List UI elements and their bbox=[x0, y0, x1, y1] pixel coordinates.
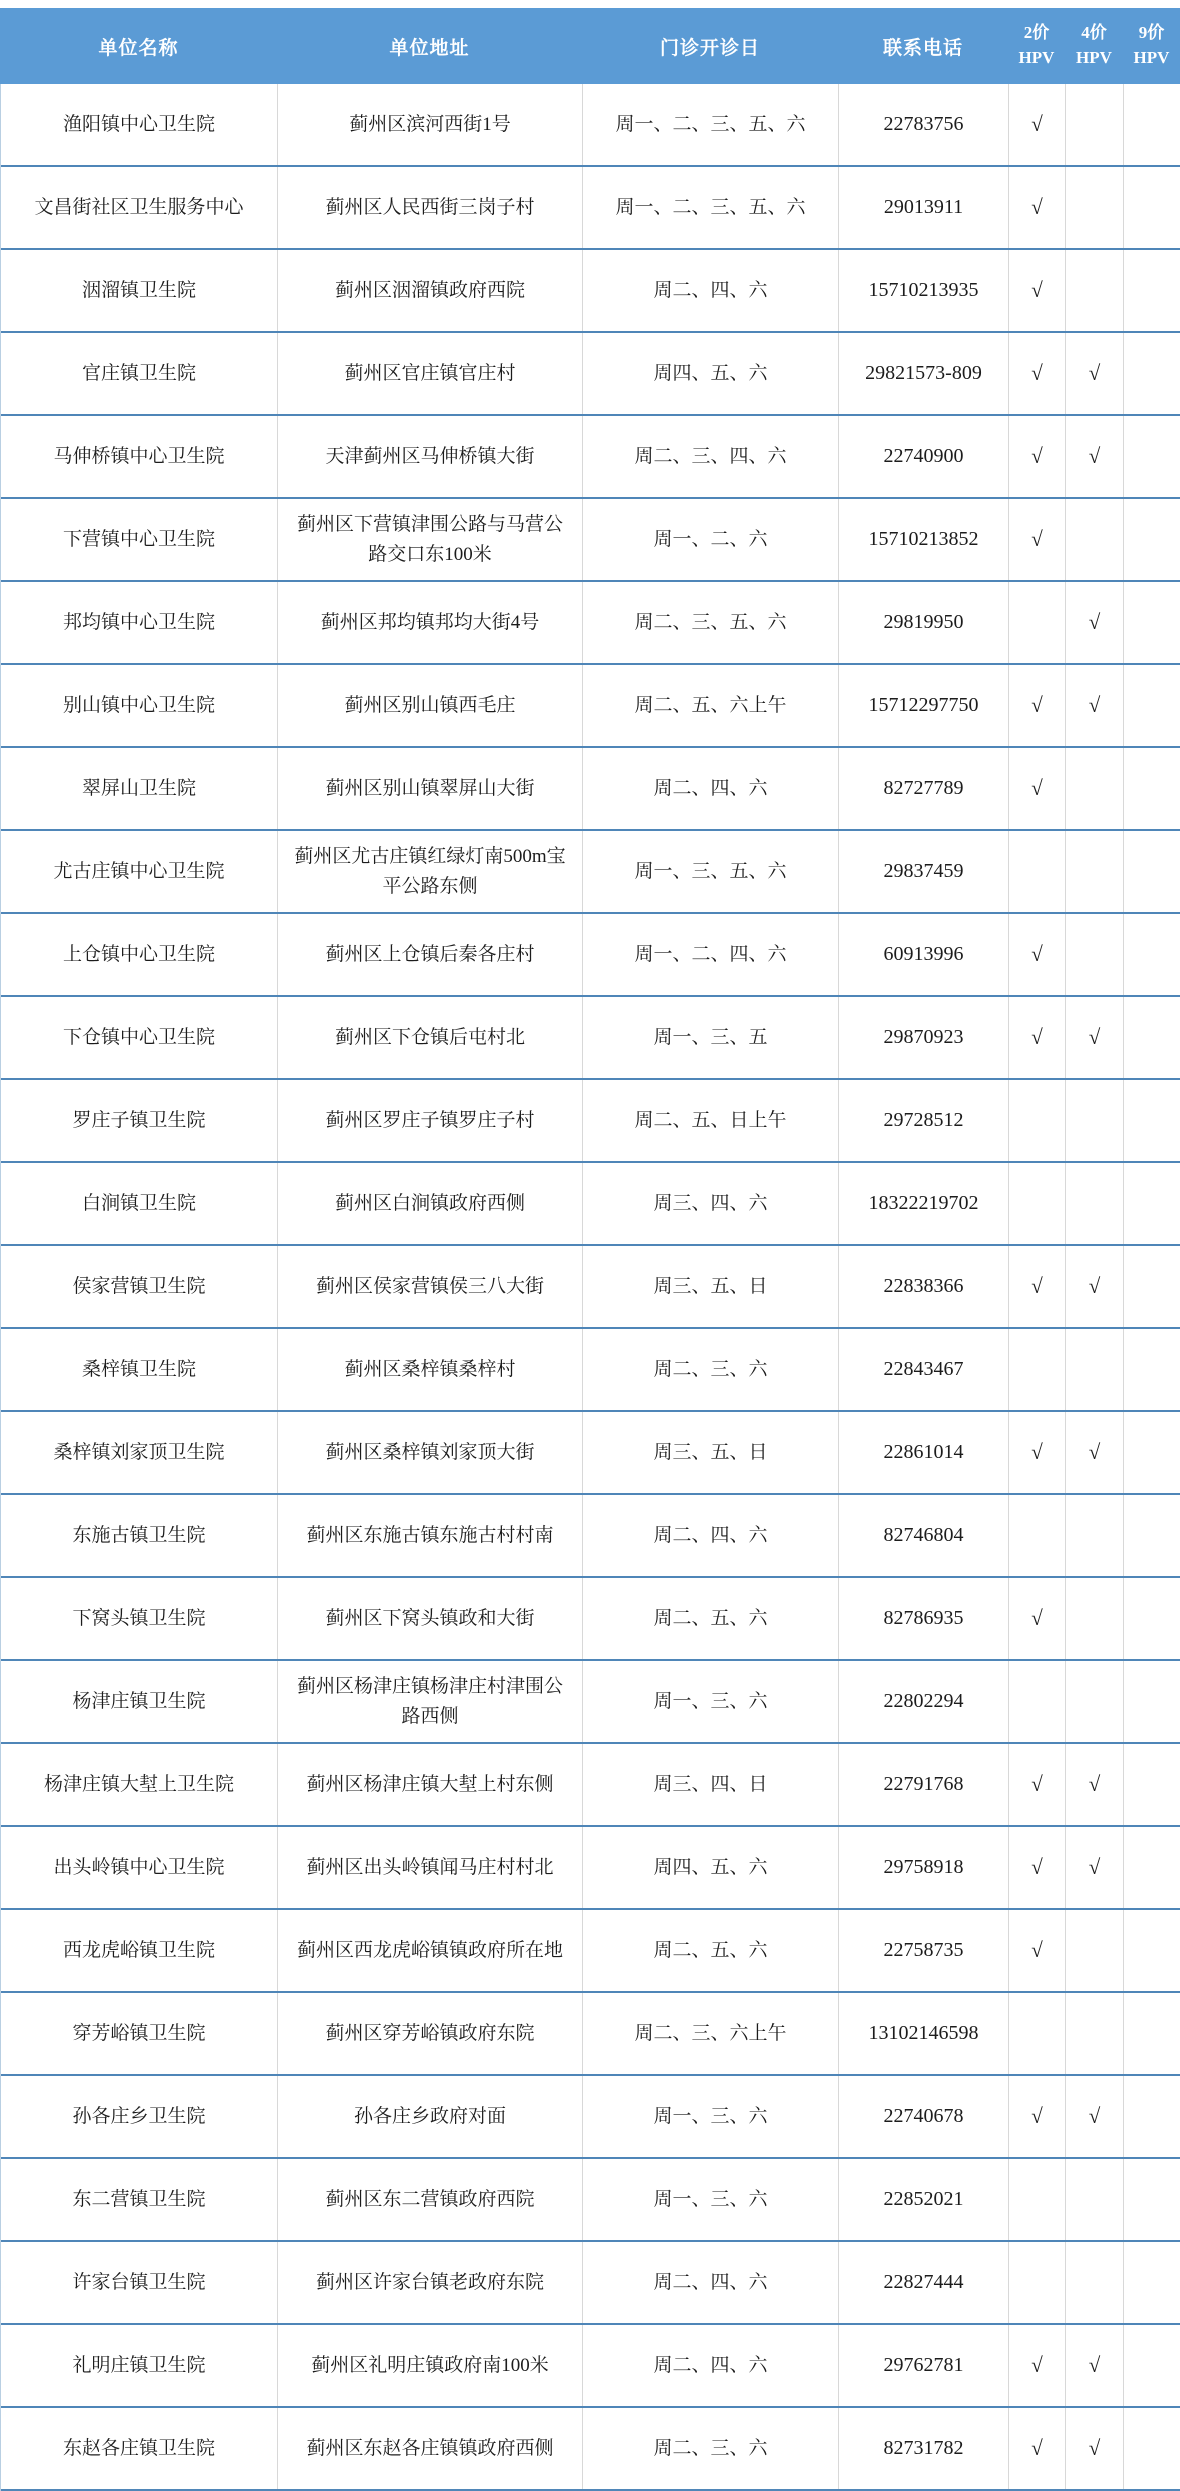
unit-name-cell: 文昌街社区卫生服务中心 bbox=[1, 167, 278, 248]
hpv2-check-cell bbox=[1009, 1163, 1066, 1244]
unit-address-cell: 蓟州区下仓镇后屯村北 bbox=[278, 997, 583, 1078]
phone-cell: 29758918 bbox=[839, 1827, 1009, 1908]
hpv4-check-cell bbox=[1066, 499, 1124, 580]
hpv9-check-cell bbox=[1124, 1827, 1180, 1908]
clinic-days-cell: 周一、三、六 bbox=[583, 2159, 839, 2240]
checkmark-icon-hpv2: √ bbox=[1009, 2325, 1066, 2406]
hpv9-check-cell bbox=[1124, 1661, 1180, 1742]
hpv2-check-cell bbox=[1009, 1495, 1066, 1576]
phone-cell: 29821573-809 bbox=[839, 333, 1009, 414]
clinic-days-cell: 周三、五、日 bbox=[583, 1246, 839, 1327]
checkmark-icon-hpv4: √ bbox=[1066, 2325, 1124, 2406]
unit-name-cell: 翠屏山卫生院 bbox=[1, 748, 278, 829]
hpv4-check-cell bbox=[1066, 2242, 1124, 2323]
header-hpv9-label: HPV bbox=[1133, 48, 1170, 67]
hpv4-check-cell bbox=[1066, 167, 1124, 248]
phone-cell: 22740900 bbox=[839, 416, 1009, 497]
unit-name-cell: 白涧镇卫生院 bbox=[1, 1163, 278, 1244]
table-row bbox=[1, 416, 1180, 499]
checkmark-icon-hpv2: √ bbox=[1009, 665, 1066, 746]
table-row bbox=[1, 914, 1180, 997]
unit-name-cell: 穿芳峪镇卫生院 bbox=[1, 1993, 278, 2074]
hpv2-check-cell bbox=[1009, 1993, 1066, 2074]
hpv4-check-cell bbox=[1066, 1495, 1124, 1576]
hpv4-check-cell bbox=[1066, 1163, 1124, 1244]
table-row bbox=[1, 1910, 1180, 1993]
table-row bbox=[1, 1661, 1180, 1744]
unit-name-cell: 洇溜镇卫生院 bbox=[1, 250, 278, 331]
hpv4-check-cell bbox=[1066, 831, 1124, 912]
phone-cell: 29870923 bbox=[839, 997, 1009, 1078]
clinic-days-cell: 周三、四、六 bbox=[583, 1163, 839, 1244]
table-row bbox=[1, 1827, 1180, 1910]
clinic-days-cell: 周二、四、六 bbox=[583, 748, 839, 829]
header-hpv4-label: HPV bbox=[1076, 48, 1112, 67]
hpv9-check-cell bbox=[1124, 1329, 1180, 1410]
checkmark-icon-hpv4: √ bbox=[1066, 1744, 1124, 1825]
checkmark-icon-hpv2: √ bbox=[1009, 748, 1066, 829]
unit-address-cell: 蓟州区别山镇翠屏山大街 bbox=[278, 748, 583, 829]
phone-cell: 13102146598 bbox=[839, 1993, 1009, 2074]
hpv9-check-cell bbox=[1124, 167, 1180, 248]
unit-address-cell: 蓟州区下营镇津围公路与马营公路交口东100米 bbox=[278, 499, 583, 580]
table-row bbox=[1, 250, 1180, 333]
hpv9-check-cell bbox=[1124, 582, 1180, 663]
hpv9-check-cell bbox=[1124, 1993, 1180, 2074]
clinic-days-cell: 周三、四、日 bbox=[583, 1744, 839, 1825]
clinic-days-cell: 周一、三、六 bbox=[583, 2076, 839, 2157]
hpv9-check-cell bbox=[1124, 84, 1180, 165]
clinic-days-cell: 周一、三、五、六 bbox=[583, 831, 839, 912]
checkmark-icon-hpv4: √ bbox=[1066, 997, 1124, 1078]
hpv9-check-cell bbox=[1124, 914, 1180, 995]
unit-address-cell: 蓟州区桑梓镇刘家顶大街 bbox=[278, 1412, 583, 1493]
hpv9-check-cell bbox=[1124, 1910, 1180, 1991]
hpv9-check-cell bbox=[1124, 499, 1180, 580]
table-row bbox=[1, 831, 1180, 914]
table-row bbox=[1, 167, 1180, 250]
clinic-days-cell: 周四、五、六 bbox=[583, 1827, 839, 1908]
unit-name-cell: 杨津庄镇卫生院 bbox=[1, 1661, 278, 1742]
phone-cell: 18322219702 bbox=[839, 1163, 1009, 1244]
unit-address-cell: 蓟州区许家台镇老政府东院 bbox=[278, 2242, 583, 2323]
header-hpv9 bbox=[1123, 8, 1180, 84]
hpv9-check-cell bbox=[1124, 416, 1180, 497]
hpv9-check-cell bbox=[1124, 1744, 1180, 1825]
unit-name-cell: 下营镇中心卫生院 bbox=[1, 499, 278, 580]
unit-name-cell: 下仓镇中心卫生院 bbox=[1, 997, 278, 1078]
header-unit-name: 单位名称 bbox=[98, 37, 179, 59]
header-hpv2-valence: 2价 bbox=[1023, 23, 1050, 43]
unit-name-cell: 侯家营镇卫生院 bbox=[1, 1246, 278, 1327]
hpv4-check-cell bbox=[1066, 250, 1124, 331]
table-row bbox=[1, 84, 1180, 167]
top-margin bbox=[0, 0, 1180, 8]
unit-address-cell: 蓟州区礼明庄镇政府南100米 bbox=[278, 2325, 583, 2406]
unit-name-cell: 东赵各庄镇卫生院 bbox=[1, 2408, 278, 2489]
clinic-days-cell: 周二、五、六 bbox=[583, 1578, 839, 1659]
checkmark-icon-hpv4: √ bbox=[1066, 1246, 1124, 1327]
checkmark-icon-hpv2: √ bbox=[1009, 499, 1066, 580]
unit-address-cell: 蓟州区东施古镇东施古村村南 bbox=[278, 1495, 583, 1576]
unit-address-cell: 蓟州区别山镇西毛庄 bbox=[278, 665, 583, 746]
table-header bbox=[0, 8, 1180, 84]
unit-name-cell: 下窝头镇卫生院 bbox=[1, 1578, 278, 1659]
checkmark-icon-hpv4: √ bbox=[1066, 582, 1124, 663]
checkmark-icon-hpv2: √ bbox=[1009, 416, 1066, 497]
phone-cell: 82727789 bbox=[839, 748, 1009, 829]
table-row bbox=[1, 582, 1180, 665]
clinic-days-cell: 周一、三、五 bbox=[583, 997, 839, 1078]
checkmark-icon-hpv4: √ bbox=[1066, 2076, 1124, 2157]
unit-name-cell: 东施古镇卫生院 bbox=[1, 1495, 278, 1576]
header-clinic-days: 门诊开诊日 bbox=[659, 37, 760, 59]
hpv9-check-cell bbox=[1124, 665, 1180, 746]
phone-cell: 22758735 bbox=[839, 1910, 1009, 1991]
hpv9-check-cell bbox=[1124, 2325, 1180, 2406]
hpv4-check-cell bbox=[1066, 84, 1124, 165]
unit-address-cell: 蓟州区下窝头镇政和大街 bbox=[278, 1578, 583, 1659]
checkmark-icon-hpv2: √ bbox=[1009, 2076, 1066, 2157]
clinic-days-cell: 周二、三、六 bbox=[583, 2408, 839, 2489]
phone-cell: 29837459 bbox=[839, 831, 1009, 912]
phone-cell: 22827444 bbox=[839, 2242, 1009, 2323]
unit-name-cell: 出头岭镇中心卫生院 bbox=[1, 1827, 278, 1908]
clinic-days-cell: 周一、二、四、六 bbox=[583, 914, 839, 995]
hpv2-check-cell bbox=[1009, 1329, 1066, 1410]
phone-cell: 60913996 bbox=[839, 914, 1009, 995]
hpv4-check-cell bbox=[1066, 1329, 1124, 1410]
unit-address-cell: 天津蓟州区马伸桥镇大街 bbox=[278, 416, 583, 497]
unit-address-cell: 蓟州区人民西街三岗子村 bbox=[278, 167, 583, 248]
unit-address-cell: 蓟州区出头岭镇闻马庄村村北 bbox=[278, 1827, 583, 1908]
clinic-days-cell: 周二、四、六 bbox=[583, 2325, 839, 2406]
table-row bbox=[1, 499, 1180, 582]
unit-name-cell: 尤古庄镇中心卫生院 bbox=[1, 831, 278, 912]
phone-cell: 82731782 bbox=[839, 2408, 1009, 2489]
table-row bbox=[1, 1329, 1180, 1412]
table-row bbox=[1, 1744, 1180, 1827]
hpv2-check-cell bbox=[1009, 582, 1066, 663]
table-row bbox=[1, 1246, 1180, 1329]
hpv9-check-cell bbox=[1124, 2159, 1180, 2240]
hpv9-check-cell bbox=[1124, 748, 1180, 829]
checkmark-icon-hpv2: √ bbox=[1009, 1744, 1066, 1825]
table-row bbox=[1, 2242, 1180, 2325]
header-phone: 联系电话 bbox=[882, 37, 963, 59]
table-row bbox=[1, 1080, 1180, 1163]
checkmark-icon-hpv2: √ bbox=[1009, 167, 1066, 248]
unit-name-cell: 官庄镇卫生院 bbox=[1, 333, 278, 414]
header-hpv9-valence: 9价 bbox=[1138, 23, 1165, 43]
header-unit-address: 单位地址 bbox=[389, 37, 470, 59]
hpv9-check-cell bbox=[1124, 1578, 1180, 1659]
unit-name-cell: 孙各庄乡卫生院 bbox=[1, 2076, 278, 2157]
phone-cell: 22843467 bbox=[839, 1329, 1009, 1410]
clinic-days-cell: 周二、三、六上午 bbox=[583, 1993, 839, 2074]
phone-cell: 15710213852 bbox=[839, 499, 1009, 580]
hpv9-check-cell bbox=[1124, 997, 1180, 1078]
hpv4-check-cell bbox=[1066, 1661, 1124, 1742]
phone-cell: 22838366 bbox=[839, 1246, 1009, 1327]
unit-address-cell: 蓟州区邦均镇邦均大街4号 bbox=[278, 582, 583, 663]
phone-cell: 15710213935 bbox=[839, 250, 1009, 331]
clinic-days-cell: 周二、三、六 bbox=[583, 1329, 839, 1410]
clinic-days-cell: 周三、五、日 bbox=[583, 1412, 839, 1493]
unit-name-cell: 上仓镇中心卫生院 bbox=[1, 914, 278, 995]
clinic-days-cell: 周二、五、六上午 bbox=[583, 665, 839, 746]
clinic-days-cell: 周二、四、六 bbox=[583, 250, 839, 331]
hpv9-check-cell bbox=[1124, 1080, 1180, 1161]
table-row bbox=[1, 2325, 1180, 2408]
phone-cell: 29013911 bbox=[839, 167, 1009, 248]
unit-name-cell: 东二营镇卫生院 bbox=[1, 2159, 278, 2240]
hpv9-check-cell bbox=[1124, 250, 1180, 331]
phone-cell: 15712297750 bbox=[839, 665, 1009, 746]
clinic-days-cell: 周二、三、四、六 bbox=[583, 416, 839, 497]
phone-cell: 29728512 bbox=[839, 1080, 1009, 1161]
checkmark-icon-hpv2: √ bbox=[1009, 1246, 1066, 1327]
hpv9-check-cell bbox=[1124, 2076, 1180, 2157]
phone-cell: 22802294 bbox=[839, 1661, 1009, 1742]
clinic-days-cell: 周二、五、六 bbox=[583, 1910, 839, 1991]
unit-address-cell: 蓟州区侯家营镇侯三八大街 bbox=[278, 1246, 583, 1327]
header-hpv4 bbox=[1065, 8, 1123, 84]
unit-address-cell: 蓟州区东二营镇政府西院 bbox=[278, 2159, 583, 2240]
hpv2-check-cell bbox=[1009, 1080, 1066, 1161]
table-row bbox=[1, 1163, 1180, 1246]
hpv9-check-cell bbox=[1124, 333, 1180, 414]
checkmark-icon-hpv2: √ bbox=[1009, 250, 1066, 331]
table-row bbox=[1, 748, 1180, 831]
clinic-days-cell: 周二、三、五、六 bbox=[583, 582, 839, 663]
clinic-days-cell: 周一、二、三、五、六 bbox=[583, 167, 839, 248]
hpv2-check-cell bbox=[1009, 2159, 1066, 2240]
table-row bbox=[1, 2159, 1180, 2242]
checkmark-icon-hpv4: √ bbox=[1066, 333, 1124, 414]
checkmark-icon-hpv4: √ bbox=[1066, 665, 1124, 746]
phone-cell: 82786935 bbox=[839, 1578, 1009, 1659]
hpv4-check-cell bbox=[1066, 1578, 1124, 1659]
unit-address-cell: 蓟州区东赵各庄镇镇政府西侧 bbox=[278, 2408, 583, 2489]
checkmark-icon-hpv4: √ bbox=[1066, 2408, 1124, 2489]
table-row bbox=[1, 665, 1180, 748]
unit-name-cell: 桑梓镇刘家顶卫生院 bbox=[1, 1412, 278, 1493]
unit-address-cell: 蓟州区白涧镇政府西侧 bbox=[278, 1163, 583, 1244]
clinic-days-cell: 周四、五、六 bbox=[583, 333, 839, 414]
header-hpv2-label: HPV bbox=[1018, 48, 1055, 67]
phone-cell: 22852021 bbox=[839, 2159, 1009, 2240]
checkmark-icon-hpv2: √ bbox=[1009, 84, 1066, 165]
hpv2-check-cell bbox=[1009, 831, 1066, 912]
table-row bbox=[1, 2408, 1180, 2491]
hpv4-check-cell bbox=[1066, 748, 1124, 829]
unit-name-cell: 渔阳镇中心卫生院 bbox=[1, 84, 278, 165]
hpv9-check-cell bbox=[1124, 2408, 1180, 2489]
phone-cell: 29762781 bbox=[839, 2325, 1009, 2406]
unit-name-cell: 礼明庄镇卫生院 bbox=[1, 2325, 278, 2406]
hpv4-check-cell bbox=[1066, 1910, 1124, 1991]
unit-name-cell: 西龙虎峪镇卫生院 bbox=[1, 1910, 278, 1991]
unit-address-cell: 蓟州区尤古庄镇红绿灯南500m宝平公路东侧 bbox=[278, 831, 583, 912]
table-body bbox=[0, 84, 1180, 2491]
table-row bbox=[1, 2076, 1180, 2159]
unit-name-cell: 杨津庄镇大堼上卫生院 bbox=[1, 1744, 278, 1825]
hpv2-check-cell bbox=[1009, 1661, 1066, 1742]
hpv9-check-cell bbox=[1124, 1246, 1180, 1327]
unit-address-cell: 蓟州区官庄镇官庄村 bbox=[278, 333, 583, 414]
header-hpv2 bbox=[1008, 8, 1065, 84]
table-row bbox=[1, 1993, 1180, 2076]
hpv9-check-cell bbox=[1124, 831, 1180, 912]
phone-cell: 22783756 bbox=[839, 84, 1009, 165]
checkmark-icon-hpv2: √ bbox=[1009, 997, 1066, 1078]
unit-name-cell: 许家台镇卫生院 bbox=[1, 2242, 278, 2323]
unit-name-cell: 马伸桥镇中心卫生院 bbox=[1, 416, 278, 497]
table-row bbox=[1, 333, 1180, 416]
checkmark-icon-hpv4: √ bbox=[1066, 1827, 1124, 1908]
unit-name-cell: 罗庄子镇卫生院 bbox=[1, 1080, 278, 1161]
hpv9-check-cell bbox=[1124, 1495, 1180, 1576]
table-row bbox=[1, 1578, 1180, 1661]
checkmark-icon-hpv2: √ bbox=[1009, 333, 1066, 414]
clinic-days-cell: 周一、二、三、五、六 bbox=[583, 84, 839, 165]
table-row bbox=[1, 1495, 1180, 1578]
checkmark-icon-hpv2: √ bbox=[1009, 1910, 1066, 1991]
unit-address-cell: 蓟州区穿芳峪镇政府东院 bbox=[278, 1993, 583, 2074]
unit-address-cell: 蓟州区杨津庄镇杨津庄村津围公路西侧 bbox=[278, 1661, 583, 1742]
unit-address-cell: 蓟州区杨津庄镇大堼上村东侧 bbox=[278, 1744, 583, 1825]
phone-cell: 22861014 bbox=[839, 1412, 1009, 1493]
checkmark-icon-hpv2: √ bbox=[1009, 1578, 1066, 1659]
unit-address-cell: 蓟州区罗庄子镇罗庄子村 bbox=[278, 1080, 583, 1161]
unit-address-cell: 蓟州区上仓镇后秦各庄村 bbox=[278, 914, 583, 995]
hpv9-check-cell bbox=[1124, 1163, 1180, 1244]
hpv4-check-cell bbox=[1066, 1993, 1124, 2074]
hpv9-check-cell bbox=[1124, 2242, 1180, 2323]
clinic-days-cell: 周一、二、六 bbox=[583, 499, 839, 580]
clinic-days-cell: 周二、五、日上午 bbox=[583, 1080, 839, 1161]
hpv4-check-cell bbox=[1066, 914, 1124, 995]
unit-name-cell: 桑梓镇卫生院 bbox=[1, 1329, 278, 1410]
clinic-days-cell: 周一、三、六 bbox=[583, 1661, 839, 1742]
unit-address-cell: 蓟州区西龙虎峪镇镇政府所在地 bbox=[278, 1910, 583, 1991]
unit-address-cell: 孙各庄乡政府对面 bbox=[278, 2076, 583, 2157]
table-row bbox=[1, 1412, 1180, 1495]
table-row bbox=[1, 997, 1180, 1080]
hpv4-check-cell bbox=[1066, 1080, 1124, 1161]
phone-cell: 22791768 bbox=[839, 1744, 1009, 1825]
unit-address-cell: 蓟州区滨河西街1号 bbox=[278, 84, 583, 165]
hpv9-check-cell bbox=[1124, 1412, 1180, 1493]
phone-cell: 82746804 bbox=[839, 1495, 1009, 1576]
hpv2-check-cell bbox=[1009, 2242, 1066, 2323]
unit-name-cell: 邦均镇中心卫生院 bbox=[1, 582, 278, 663]
header-hpv4-valence: 4价 bbox=[1081, 23, 1107, 43]
checkmark-icon-hpv2: √ bbox=[1009, 1827, 1066, 1908]
clinic-days-cell: 周二、四、六 bbox=[583, 1495, 839, 1576]
checkmark-icon-hpv4: √ bbox=[1066, 416, 1124, 497]
checkmark-icon-hpv2: √ bbox=[1009, 1412, 1066, 1493]
unit-address-cell: 蓟州区桑梓镇桑梓村 bbox=[278, 1329, 583, 1410]
phone-cell: 29819950 bbox=[839, 582, 1009, 663]
clinic-days-cell: 周二、四、六 bbox=[583, 2242, 839, 2323]
unit-address-cell: 蓟州区洇溜镇政府西院 bbox=[278, 250, 583, 331]
phone-cell: 22740678 bbox=[839, 2076, 1009, 2157]
checkmark-icon-hpv2: √ bbox=[1009, 2408, 1066, 2489]
unit-name-cell: 别山镇中心卫生院 bbox=[1, 665, 278, 746]
checkmark-icon-hpv4: √ bbox=[1066, 1412, 1124, 1493]
hpv4-check-cell bbox=[1066, 2159, 1124, 2240]
checkmark-icon-hpv2: √ bbox=[1009, 914, 1066, 995]
